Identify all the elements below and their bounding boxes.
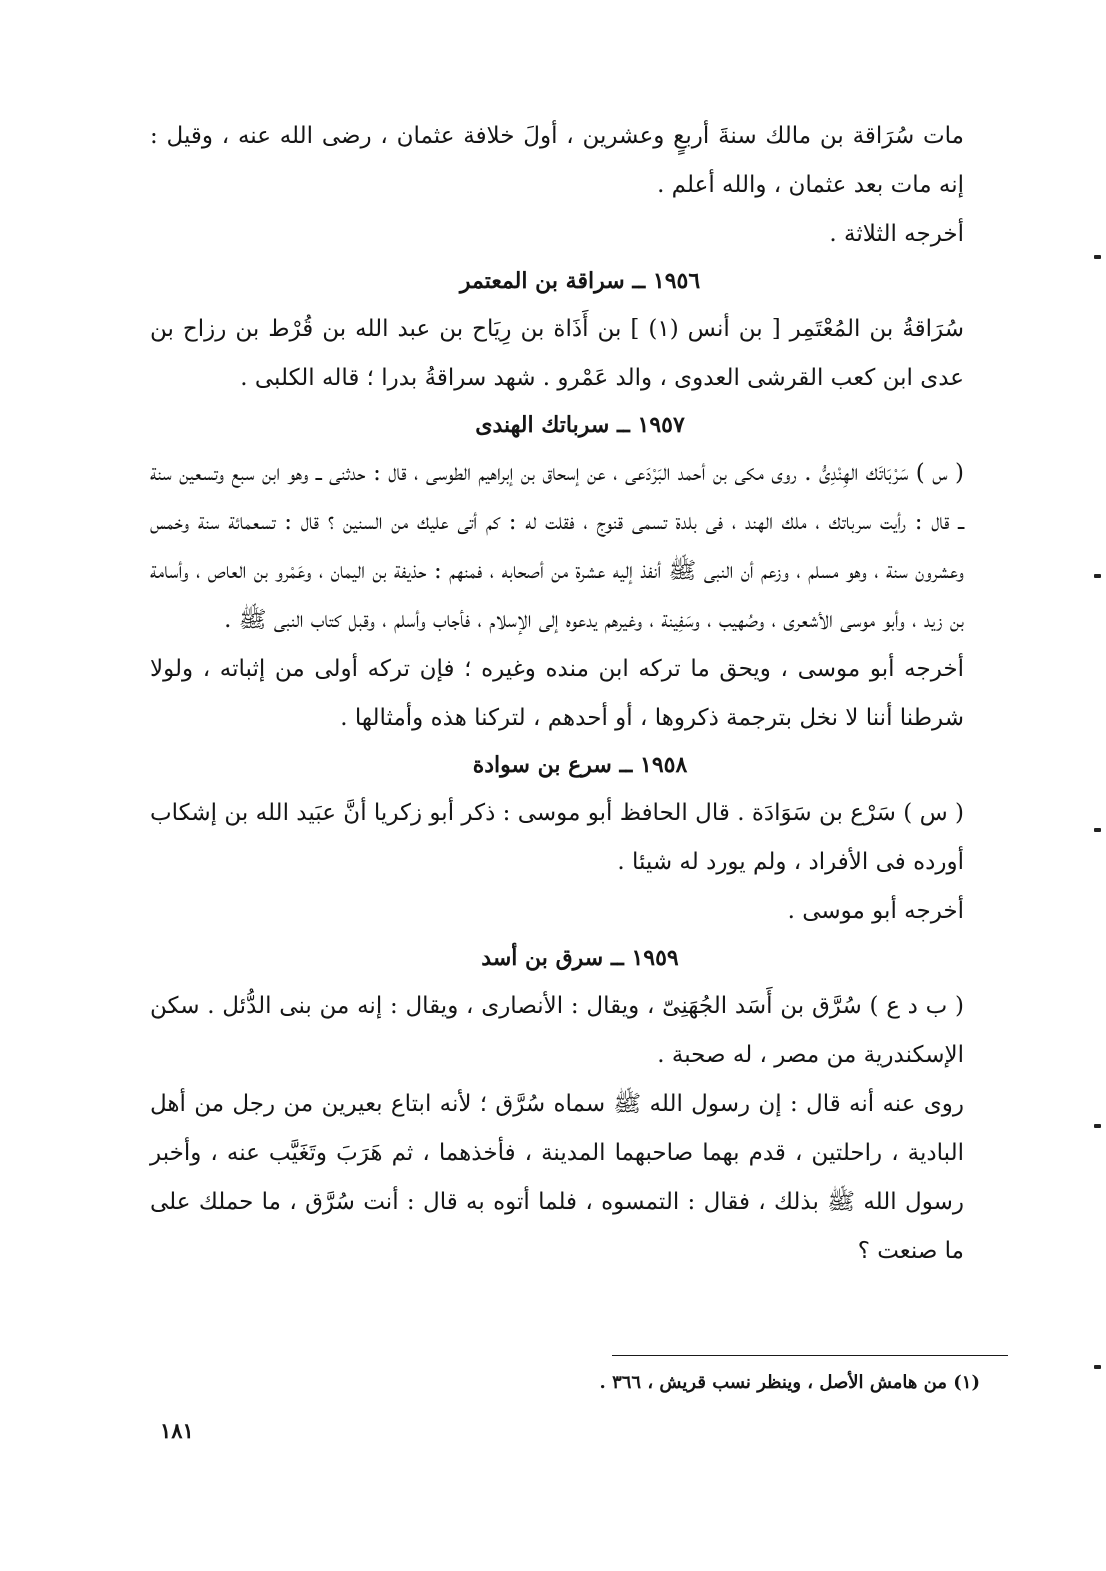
entry-heading-1956: ١٩٥٦ ــ سراقة بن المعتمر (459, 268, 701, 294)
page-number: ١٨١ (160, 1418, 194, 1443)
paragraph-2: أخرجه الثلاثة . (829, 221, 964, 247)
margin-mark (1094, 1365, 1101, 1369)
paragraph-5: أخرجه أبو موسى ، ويحق ما تركه ابن منده وغيره ؛ فإن تركه أولى من إثباته ، ولولا شرطنا أننا لا نخل بترجمة ذكروها ، أو أحدهم ، لتركنا هذه وأمثالها . (150, 656, 964, 731)
margin-mark (1094, 255, 1101, 259)
main-text (150, 112, 1010, 1276)
paragraph-8: ( ب د ع ) سُرَّق بن أَسَد الجُهَنِىّ ، ويقال : الأنصارى ، ويقال : إنه من بنى الدُّئل . سكن الإسكندرية من مصر ، له صحبة . (150, 993, 964, 1068)
margin-mark (1094, 828, 1101, 832)
margin-mark (1094, 1124, 1101, 1128)
paragraph-3: سُرَاقةُ بن المُعْتَمِر [ بن أنس (١) ] بن أَذَاة بن رِيَاح بن عبد الله بن قُرْط بن رزاح بن عدى ابن كعب القرشى العدوى ، والد عَمْرو . شهد سراقةُ بدرا ؛ قاله الكلبى . (150, 316, 964, 391)
paragraph-6: ( س ) سَرْع بن سَوَادَة . قال الحافظ أبو موسى : ذكر أبو زكريا أنَّ عبَيد الله بن إشكاب أورده فى الأفراد ، ولم يورد له شيئا . (150, 800, 964, 875)
paragraph-4: ( س ) سَرْبَاتَك الهِنْدِىُّ . روى مكى بن أحمد البَرْدَعى ، عن إسحاق بن إبراهيم الطوسى ، قال : حدثنى ــ وهو ابن سبع وتسعين سنة ــ قال : رأيت سرباتك ، ملك الهند ، فى بلدة تسمى قنوج ، فقلت له : كم أتى عليك من السنين ؟ قال : تسعمائة سنة وخمس وعشرون سنة ، وهو مسلم ، وزعم أن النبى ﷺ أنفذ إليه عشرة من أصحابه ، فمنهم : حذيفة بن اليمان ، وعَمْرو بن العاص ، وأسامة بن زيد ، وأبو موسى الأشعرى ، وصُهيب ، وسَفِينة ، وغيرهم يدعوه إلى الإسلام ، فأجاب وأسلم ، وقبل كتاب النبى ﷺ . (150, 460, 964, 633)
entry-heading-1959: ١٩٥٩ ــ سرق بن أسد (481, 945, 679, 971)
paragraph-9: روى عنه أنه قال : إن رسول الله ﷺ سماه سُرَّق ؛ لأنه ابتاع بعيرين من رجل من أهل البادية ، راحلتين ، قدم بهما صاحبهما المدينة ، فأخذهما ، ثم هَرَبَ وتَغَيَّب عنه ، وأخبر رسول الله ﷺ بذلك ، فقال : التمسوه ، فلما أتوه به قال : أنت سُرَّق ، ما حملك على ما صنعت ؟ (150, 1091, 964, 1264)
footnote-divider (612, 1355, 1008, 1356)
margin-mark (1094, 574, 1101, 578)
paragraph-7: أخرجه أبو موسى . (787, 898, 964, 924)
entry-heading-1958: ١٩٥٨ ــ سرع بن سوادة (472, 752, 688, 778)
paragraph-1: مات سُرَاقة بن مالك سنةَ أربعٍ وعشرين ، أولَ خلافة عثمان ، رضى الله عنه ، وقيل : إنه مات بعد عثمان ، والله أعلم . (150, 123, 964, 198)
entry-heading-1957: ١٩٥٧ ــ سرباتك الهندى (475, 412, 685, 438)
footnote: (١) من هامش الأصل ، وينظر نسب قريش ، ٣٦٦ . (599, 1372, 980, 1393)
